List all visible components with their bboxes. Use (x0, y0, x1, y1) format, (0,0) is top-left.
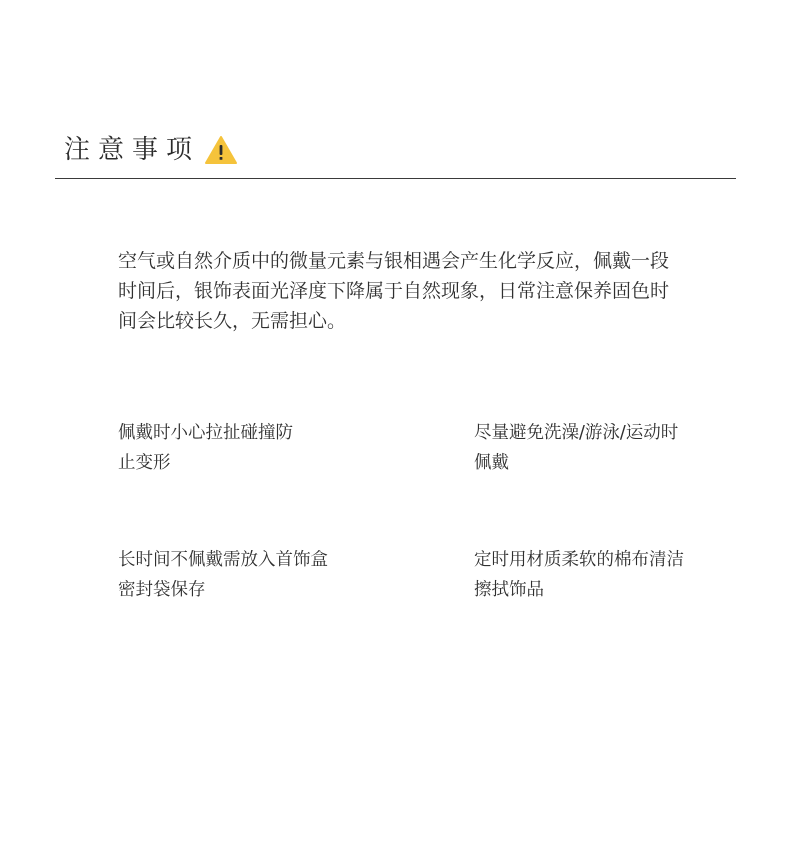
section-header (64, 130, 238, 170)
intro-paragraph: 空气或自然介质中的微量元素与银相遇会产生化学反应，佩戴一段时间后，银饰表面光泽度下降属于自然现象，日常注意保养固色时间会比较长久，无需担心。 (118, 250, 670, 332)
care-tip: 定时用材质柔软的棉布清洁擦拭饰品 (474, 550, 684, 600)
header-divider (55, 178, 736, 179)
care-tip: 佩戴时小心拉扯碰撞防止变形 (118, 423, 293, 473)
warning-icon (204, 135, 238, 165)
care-tip: 尽量避免洗澡/游泳/运动时佩戴 (474, 423, 679, 473)
page-title: 注意事项 (64, 135, 201, 165)
care-tip: 长时间不佩戴需放入首饰盒密封袋保存 (118, 550, 328, 600)
